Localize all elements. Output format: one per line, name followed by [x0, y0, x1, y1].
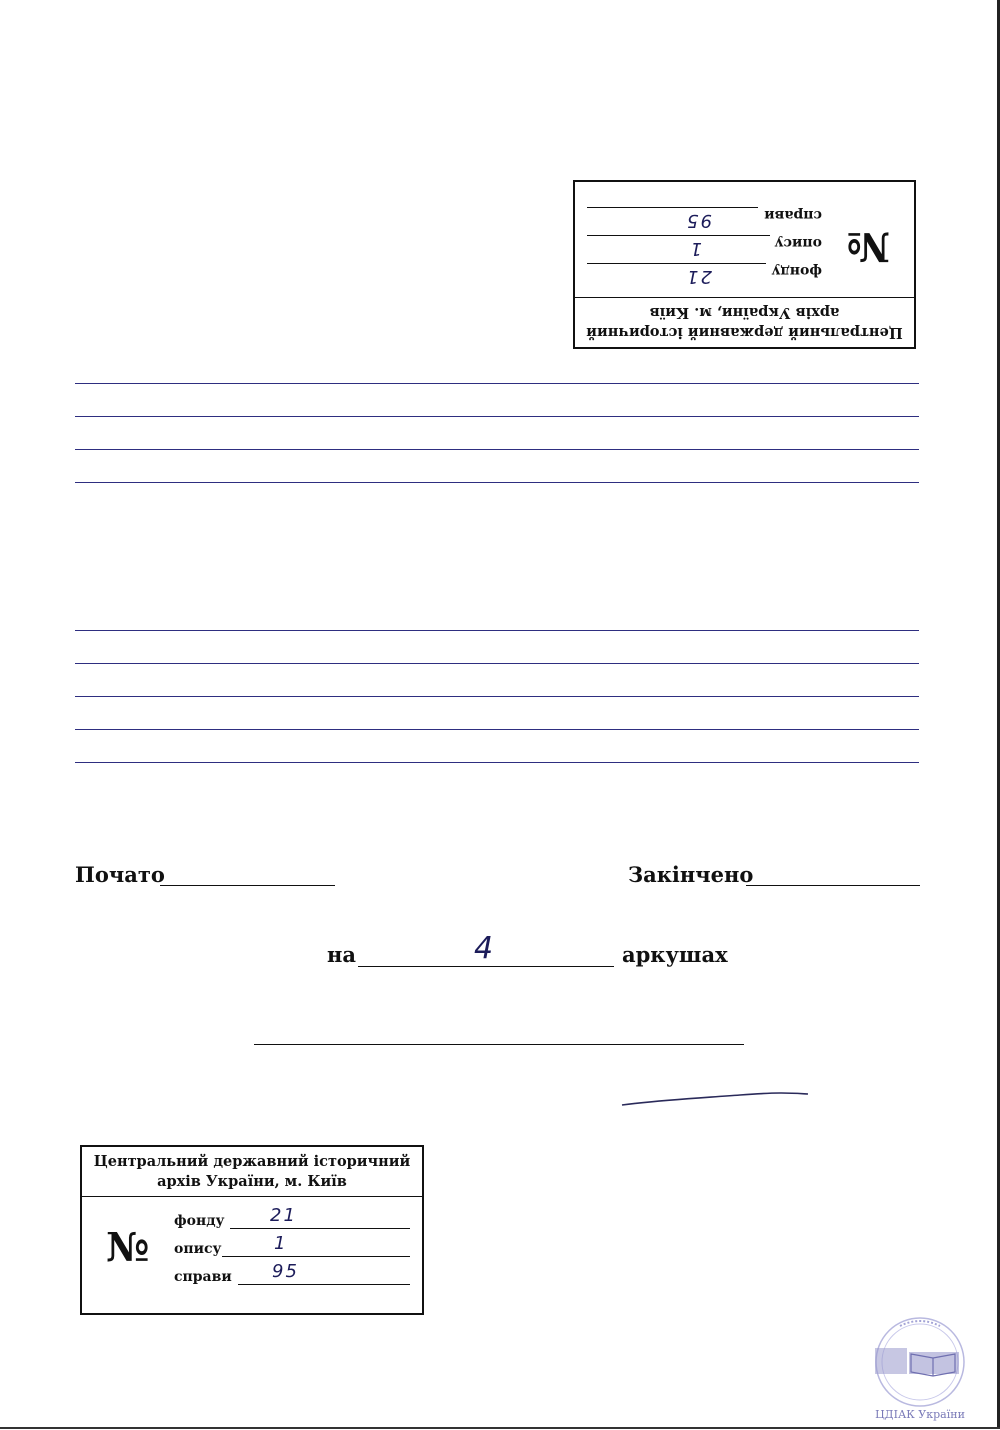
- opys-field: [587, 233, 822, 257]
- archive-label-upside-down: [573, 180, 916, 349]
- archive-label-header: [575, 297, 914, 347]
- sheets-count-value: 4: [474, 931, 494, 966]
- content-rule-5: [75, 762, 919, 763]
- sheets-label: аркушах: [622, 942, 728, 967]
- archive-name-line2: архів України, м. Київ: [157, 1173, 347, 1190]
- archive-name-line1: Центральний державний історичний: [93, 1153, 411, 1170]
- title-rule-2: [75, 416, 919, 417]
- started-label: Почато: [75, 862, 165, 887]
- number-sign: №: [846, 223, 890, 270]
- sprava-value: 95: [272, 1261, 299, 1282]
- sprava-field: [587, 205, 822, 229]
- archive-name-line1: Центральний державний історичний: [586, 324, 903, 341]
- fond-value: 21: [270, 1205, 297, 1226]
- archive-label: [80, 1145, 424, 1315]
- content-rule-1: [75, 630, 919, 631]
- fond-label: фонду: [771, 263, 822, 279]
- fond-label: фонду: [174, 1213, 225, 1229]
- stamp-emblem-icon: [845, 1312, 995, 1412]
- sprava-value: 95: [685, 210, 712, 231]
- stamp-caption: ЦДІАК України: [875, 1408, 965, 1421]
- sheets-count-blank: [358, 966, 614, 967]
- title-rule-3: [75, 449, 919, 450]
- finished-date-blank: [746, 885, 920, 886]
- on-label: на: [327, 942, 356, 967]
- content-rule-4: [75, 729, 919, 730]
- opys-label: опису: [174, 1241, 222, 1257]
- fond-field: [174, 1207, 410, 1231]
- sprava-label: справи: [764, 207, 822, 223]
- sprava-field: [174, 1263, 410, 1287]
- opys-value: 1: [688, 238, 702, 259]
- opys-field: [174, 1235, 410, 1259]
- pen-stroke-mark: [620, 1090, 810, 1110]
- archive-name-line2: архів України, м. Київ: [649, 304, 840, 321]
- content-rule-2: [75, 663, 919, 664]
- opys-label: опису: [774, 235, 822, 251]
- finished-label: Закінчено: [628, 862, 754, 887]
- sprava-label: справи: [174, 1269, 232, 1285]
- archive-label-header: [82, 1147, 422, 1197]
- title-rule-4: [75, 482, 919, 483]
- content-rule-3: [75, 696, 919, 697]
- archive-stamp: [845, 1312, 995, 1430]
- fond-value: 21: [685, 266, 712, 287]
- number-sign: №: [106, 1224, 150, 1271]
- opys-value: 1: [274, 1233, 288, 1254]
- title-rule-1: [75, 383, 919, 384]
- fond-field: [587, 261, 822, 285]
- started-date-blank: [160, 885, 335, 886]
- signature-blank: [254, 1044, 744, 1045]
